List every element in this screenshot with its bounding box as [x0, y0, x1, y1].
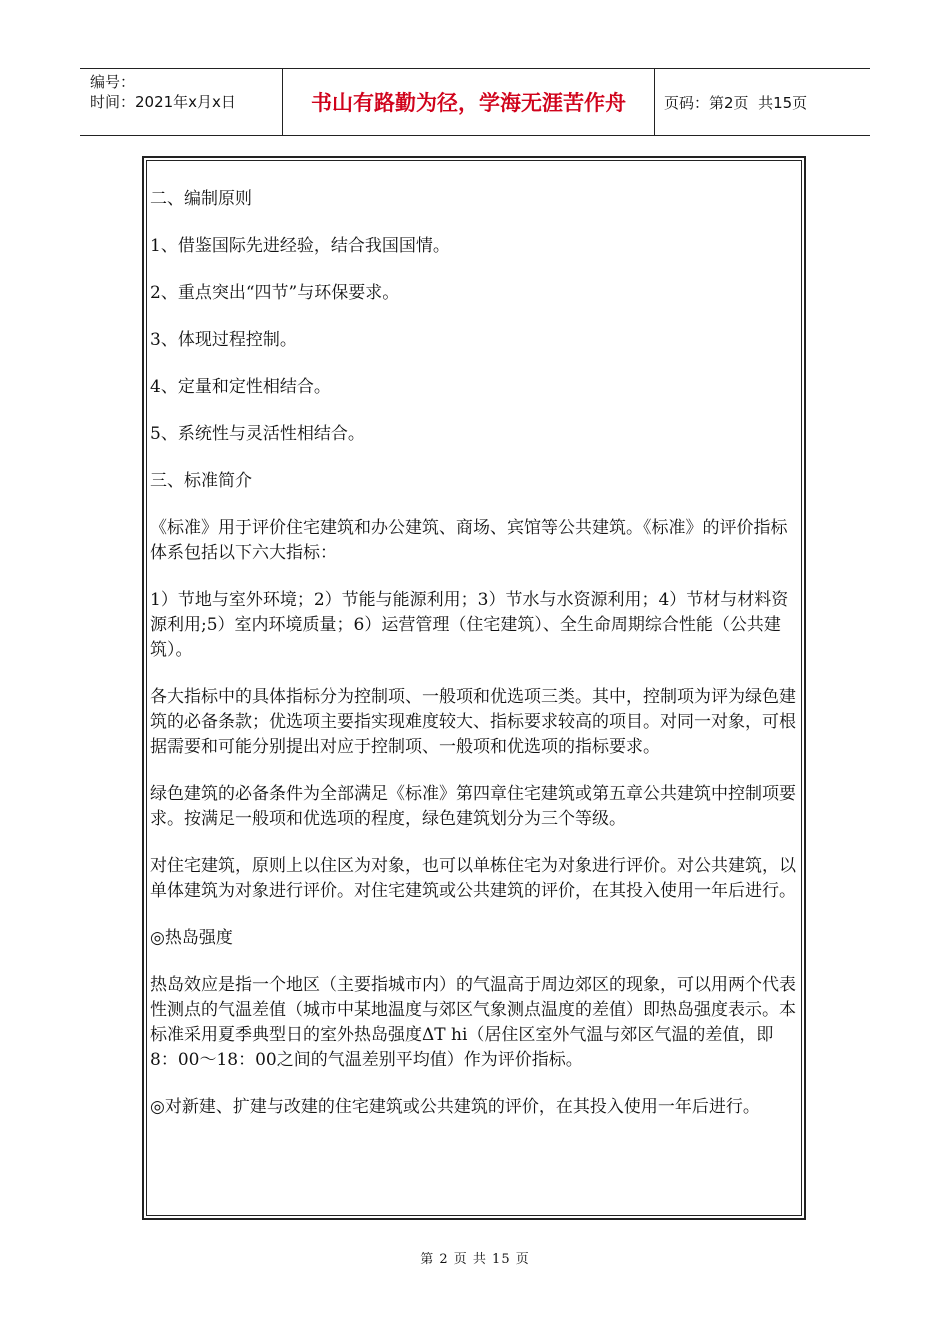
- content-frame: [142, 156, 806, 1220]
- principle-item: 3、体现过程控制。: [150, 330, 297, 350]
- body-paragraph: 1）节地与室外环境；2）节能与能源利用；3）节水与水资源利用；4）节材与材料资源利用;5）室内环境质量；6）运营管理（住宅建筑）、全生命周期综合性能（公共建筑）。: [150, 590, 789, 660]
- page-footer: 第 2 页 共 15 页: [420, 1252, 530, 1267]
- body-paragraph: 对住宅建筑，原则上以住区为对象，也可以单栋住宅为对象进行评价。对公共建筑，以单体建筑为对象进行评价。对住宅建筑或公共建筑的评价，在其投入使用一年后进行。: [150, 856, 796, 901]
- principle-item: 2、重点突出“四节”与环保要求。: [150, 283, 400, 303]
- document-date: 时间：2021年x月x日: [90, 93, 236, 111]
- page-header: [80, 68, 870, 136]
- section-heading: 三、标准简介: [150, 471, 252, 491]
- principle-item: 1、借鉴国际先进经验，结合我国国情。: [150, 236, 450, 256]
- document-body: [150, 187, 798, 1142]
- principle-item: 5、系统性与灵活性相结合。: [150, 424, 365, 444]
- principle-item: 4、定量和定性相结合。: [150, 377, 331, 397]
- header-motto: 书山有路勤为径，学海无涯苦作舟: [311, 91, 626, 115]
- header-meta: [90, 72, 236, 112]
- document-number-label: 编号：: [90, 73, 136, 91]
- body-paragraph: 热岛效应是指一个地区（主要指城市内）的气温高于周边郊区的现象，可以用两个代表性测点的气温差值（城市中某地温度与郊区气象测点温度的差值）即热岛强度表示。本标准采用夏季典型日的室外热岛强度ΔT hi（居住区室外气温与郊区气温的差值，即8：00～18：00之间的气温差别平均值）作为评价指标。: [150, 975, 796, 1070]
- subsection-heading: ◎热岛强度: [150, 928, 233, 948]
- body-paragraph: 绿色建筑的必备条件为全部满足《标准》第四章住宅建筑或第五章公共建筑中控制项要求。按满足一般项和优选项的程度，绿色建筑划分为三个等级。: [150, 784, 796, 829]
- section-heading: 二、编制原则: [150, 189, 252, 209]
- body-paragraph: 各大指标中的具体指标分为控制项、一般项和优选项三类。其中，控制项为评为绿色建筑的必备条款；优选项主要指实现难度较大、指标要求较高的项目。对同一对象，可根据需要和可能分别提出对应于控制项、一般项和优选项的指标要求。: [150, 687, 796, 757]
- body-paragraph: ◎对新建、扩建与改建的住宅建筑或公共建筑的评价，在其投入使用一年后进行。: [150, 1097, 760, 1117]
- header-divider: [654, 68, 655, 136]
- body-paragraph: 《标准》用于评价住宅建筑和办公建筑、商场、宾馆等公共建筑。《标准》的评价指标体系包括以下六大指标：: [150, 518, 788, 563]
- header-page-info: 页码：第2页 共15页: [664, 93, 808, 112]
